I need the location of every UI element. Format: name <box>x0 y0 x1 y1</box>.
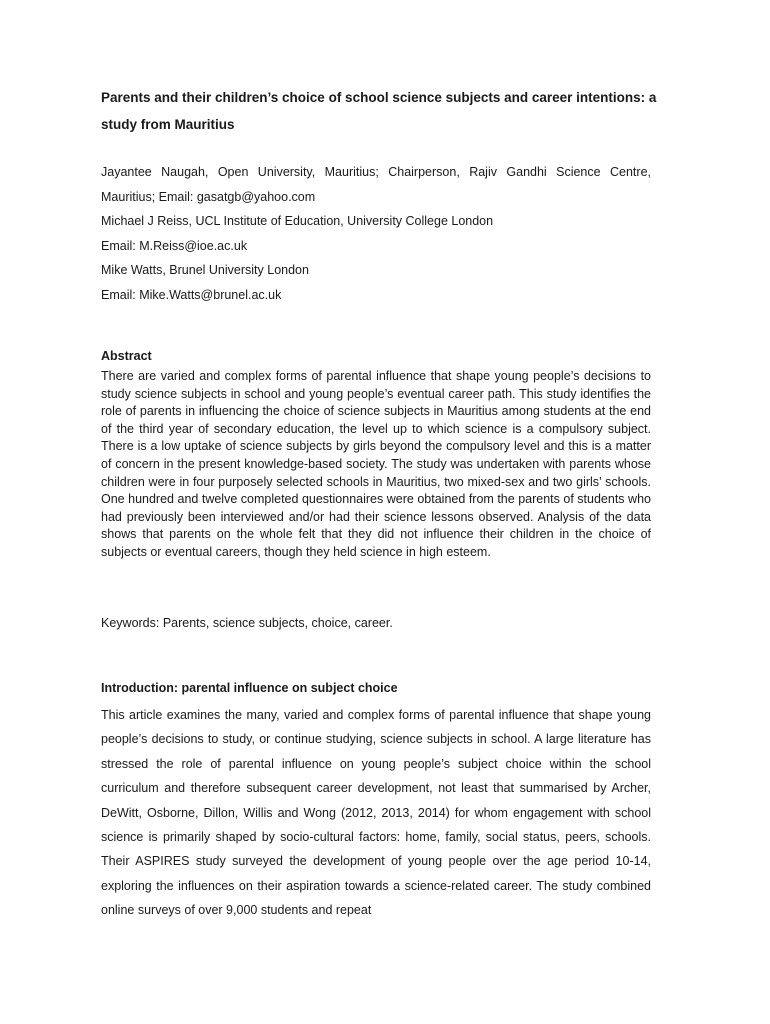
abstract-heading: Abstract <box>101 349 152 363</box>
abstract-text: There are varied and complex forms of parental influence that shape young people’s decisions to study science subjects in school and young people’s eventual career path. This study identifies the role of parents in influencing the choice of science subjects in Mauritius among students at the end of the third year of secondary education, the level up to which science is a compulsory subject. There is a low uptake of science subjects by girls beyond the compulsory level and this is a matter of concern in the present knowledge-based society. The study was undertaken with parents whose children were in four purposely selected schools in Mauritius, two mixed-sex and two girls’ schools. One hundred and twelve completed questionnaires were obtained from the parents of students who had previously been interviewed and/or had their science lessons observed. Analysis of the data shows that parents on the whole felt that they did not influence their children in the choice of subjects or eventual careers, though they held science in high esteem. <box>101 369 651 559</box>
keywords: Keywords: Parents, science subjects, choice, career. <box>101 616 393 630</box>
author-email-reiss: Email: M.Reiss@ioe.ac.uk <box>101 238 248 253</box>
author-block <box>101 160 651 307</box>
author-line-reiss: Michael J Reiss, UCL Institute of Education, University College London <box>101 214 494 228</box>
introduction-heading: Introduction: parental influence on subject choice <box>101 681 398 695</box>
paper-title: Parents and their children’s choice of school science subjects and career intentions: a study from Mauritius <box>101 90 657 132</box>
introduction-text: This article examines the many, varied and complex forms of parental influence that shape young people’s decisions to study, or continue studying, science subjects in school. A large literature has stressed the role of parental influence on young people’s subject choice within the school curriculum and therefore subsequent career development, not least that summarised by Archer, DeWitt, Osborne, Dillon, Willis and Wong (2012, 2013, 2014) for whom engagement with school science is primarily shaped by socio-cultural factors: home, family, social status, peers, schools. Their ASPIRES study surveyed the development of young people over the age period 10-14, exploring the influences on their aspiration towards a science-related career. The study combined online surveys of over 9,000 students and repeat <box>101 708 651 918</box>
author-line-naugah: Jayantee Naugah, Open University, Mauritius; Chairperson, Rajiv Gandhi Science Centre, Mauritius; Email: gasatgb@yahoo.com <box>101 165 651 204</box>
author-line-watts: Mike Watts, Brunel University London <box>101 263 309 277</box>
author-email-watts: Email: Mike.Watts@brunel.ac.uk <box>101 287 282 302</box>
